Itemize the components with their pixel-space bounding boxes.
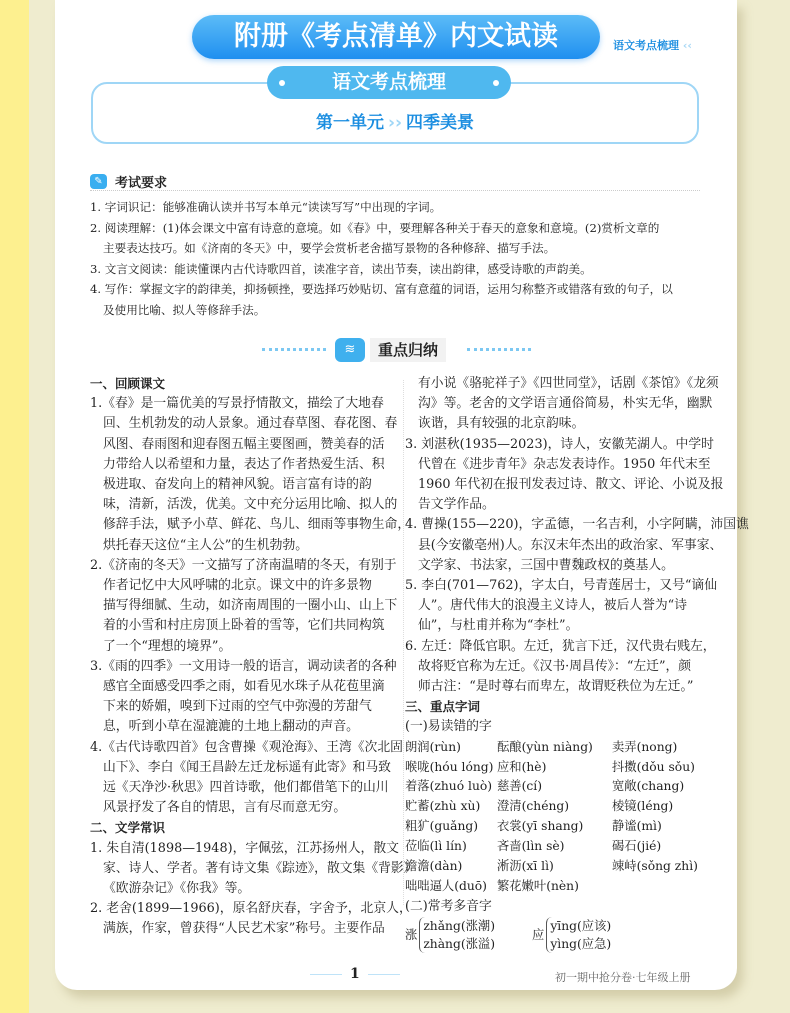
text-line: 《欧游杂记》《你我》等。	[103, 881, 251, 897]
reading: zhǎng(涨潮)	[423, 919, 496, 934]
vocab-item: 酝酿(yùn niàng)	[497, 739, 593, 754]
summary-heading	[262, 338, 532, 362]
vocab-item: 宽敞(chang)	[612, 779, 685, 794]
text-line: 沟》等。老舍的文学语言通俗简易，朴实无华，幽默	[418, 396, 713, 412]
text-line: 极进取、奋发向上的精神风貌。语言富有诗的韵	[103, 477, 372, 493]
text-line: 风景抒发了各自的情思，言有尽而意无穷。	[103, 800, 347, 816]
left-column	[90, 374, 417, 940]
text-line: 味，清新，活泼，优美。文中充分运用比喻、拟人的	[103, 497, 398, 513]
vocab-item: 着落(zhuó luò)	[405, 779, 493, 794]
section-heading: 二、文学常识	[90, 820, 166, 836]
polyphonic-item	[405, 917, 530, 953]
unit-number: 第一单元	[315, 113, 384, 133]
text-line: (一)易读错的字	[405, 719, 492, 735]
section-heading: 一、回顾课文	[90, 376, 166, 391]
vocab-item: 贮蓄(zhù xù)	[405, 799, 481, 814]
readings-brace	[546, 917, 611, 953]
exam-requirement-line: 1. 字词识记：能够准确认读并书写本单元“读读写写”中出现的字词。	[90, 200, 442, 214]
text-line: 下来的娇媚，嗅到下过雨的空气中弥漫的芳甜气	[103, 699, 372, 715]
vocab-item: 繁花嫩叶(nèn)	[497, 879, 579, 893]
page-number: 1	[350, 966, 360, 982]
exam-requirement-line: 3. 文言文阅读：能读懂课内古代诗歌四首，读准字音，读出节奏，读出韵律，感受诗歌的声韵美。	[90, 261, 592, 276]
unit-topic: 四季美景	[406, 113, 474, 133]
vocab-item: 衣裳(yī shang)	[497, 819, 584, 834]
unit-title	[0, 108, 790, 133]
vocab-item: 碣石(jié)	[612, 839, 662, 854]
text-line: 人”。唐代伟大的浪漫主义诗人，被后人誉为“诗	[418, 598, 688, 614]
vocab-item: 静谧(mì)	[612, 819, 662, 834]
text-line: 有小说《骆驼祥子》《四世同堂》，话剧《茶馆》《龙须	[418, 376, 719, 391]
text-line: 告文学作品。	[418, 497, 495, 513]
section-pill: 语文考点梳理	[267, 66, 511, 99]
polyphonic-char: 涨	[405, 928, 418, 942]
text-line: 代曾在《进步青年》杂志发表诗作。1950 年代末至	[418, 456, 711, 472]
dotted-divider	[262, 348, 326, 351]
reading: yìng(应急)	[550, 937, 612, 952]
exam-requirements-heading	[90, 172, 167, 191]
vocab-item: 莅临(lì lín)	[405, 839, 467, 854]
text-line: 4.《古代诗歌四首》包含曹操《观沧海》、王湾《次北固	[90, 739, 403, 755]
vocab-item: 应和(hè)	[497, 759, 547, 774]
text-line: 仙”，与杜甫并称为“李杜”。	[418, 618, 579, 634]
text-line: 2.《济南的冬天》一文描写了济南温晴的冬天，有别于	[90, 557, 397, 573]
vocab-item: 慈善(cí)	[497, 779, 543, 794]
vocab-item: 澹澹(dàn)	[405, 859, 463, 874]
text-line: 风图、春雨图和迎春图五幅主要图画，赞美春的活	[103, 436, 385, 452]
text-line: 6. 左迁：降低官职。左迁，犹言下迁，汉代贵右贱左，	[405, 638, 716, 654]
polyphonic-list	[405, 917, 717, 953]
vocab-item: 棱镜(léng)	[612, 799, 674, 814]
dotted-divider	[467, 348, 531, 351]
text-line: 远《天净沙·秋思》四首诗歌，他们都借笔下的山川	[103, 780, 389, 796]
vocab-item: 抖擞(dǒu sǒu)	[612, 759, 695, 774]
reading: yīng(应该)	[550, 919, 612, 934]
page-title: 附册《考点清单》内文试读	[192, 15, 600, 59]
text-line: 1. 朱自清(1898—1948)，字佩弦，江苏扬州人，散文	[90, 840, 399, 856]
vocab-item: 喉咙(hóu lóng)	[405, 759, 494, 774]
vocab-item: 澄清(chéng)	[497, 799, 570, 814]
readings-brace	[419, 917, 495, 953]
text-line: 息，听到小草在湿漉漉的土地上翻动的声音。	[103, 719, 359, 735]
text-line: 满族，作家，曾获得“人民艺术家”称号。主要作品	[103, 921, 385, 937]
vocab-item: 吝啬(lìn sè)	[497, 839, 565, 854]
text-line: 了一个“理想的境界”。	[103, 638, 232, 654]
pencil-icon: ✎	[90, 174, 107, 189]
text-line: 2. 老舍(1899—1966)，原名舒庆春，字舍予，北京人，	[90, 901, 412, 917]
text-line: 回、生机勃发的动人景象。通过春草图、春花图、春	[103, 416, 398, 432]
right-column	[405, 374, 749, 953]
section-heading: 三、重点字词	[405, 699, 481, 715]
vocab-grid	[405, 738, 717, 897]
exam-requirement-line: 2. 阅读理解：(1)体会课文中富有诗意的意境。如《春》中，要理解各种关于春天的意象和意境。(2)赏析文章的	[90, 220, 660, 235]
vocab-item: 朗润(rùn)	[405, 739, 461, 754]
poly-heading: (二)常考多音字	[405, 898, 492, 914]
text-line: 山下》、李白《闻王昌龄左迁龙标遥有此寄》和马致	[103, 759, 391, 775]
section-tag-label: 语文考点梳理	[613, 39, 679, 52]
text-line: 作者记忆中大风呼啸的北京。课文中的许多景物	[103, 578, 372, 594]
text-line: 5. 李白(701—762)，字太白，号青莲居士，又号“谪仙	[405, 578, 717, 594]
text-line: 烘托春天这位“主人公”的生机勃勃。	[103, 537, 309, 553]
summary-heading-label: 重点归纳	[370, 338, 446, 362]
text-line: 着的小雪和村庄房顶上卧着的雪等，它们共同构筑	[103, 618, 385, 634]
layers-icon: ≋	[335, 338, 365, 362]
exam-requirements-list	[90, 197, 710, 320]
text-line: 1960 年代初在报刊发表过诗、散文、评论、小说及报	[418, 477, 724, 493]
text-line: 修辞手法，赋予小草、鲜花、鸟儿、细雨等事物生命，	[103, 517, 411, 533]
text-line: 3.《雨的四季》一文用诗一般的语言，调动读者的各种	[90, 658, 397, 674]
vocab-item: 粗犷(guǎng)	[405, 819, 479, 834]
vocab-item: 竦峙(sǒng zhì)	[612, 859, 698, 874]
text-line: 家、诗人、学者。著有诗文集《踪迹》，散文集《背影》	[103, 860, 417, 876]
section-tag	[613, 37, 692, 53]
vocab-item: 咄咄逼人(duō)	[405, 879, 487, 893]
text-line: 县(今安徽亳州)人。东汉末年杰出的政治家、军事家、	[418, 537, 723, 553]
text-line: 4. 曹操(155—220)，字孟德，一名吉利，小字阿瞒，沛国谯	[405, 517, 749, 533]
text-line: 描写得细腻、生动，如济南周围的一圈小山、山上下	[103, 598, 398, 614]
divider	[90, 190, 700, 191]
exam-requirement-line: 主要表达技巧。如《济南的冬天》中，要学会赏析老舍描写景物的各种修辞、描写手法。	[103, 241, 556, 255]
page-edge-strip	[0, 0, 29, 1013]
text-line: 感官全面感受四季之雨，如看见水珠子从花苞里滴	[103, 679, 385, 695]
polyphonic-item	[532, 917, 657, 953]
vocab-item: 淅沥(xī lì)	[497, 859, 554, 874]
double-chevron-right-icon: ››	[387, 113, 402, 133]
double-chevron-left-icon: ‹‹	[682, 39, 692, 52]
exam-requirement-line: 及使用比喻、拟人等修辞手法。	[103, 302, 266, 317]
reading: zhàng(涨溢)	[423, 937, 496, 952]
column-divider	[403, 380, 404, 905]
text-line: 3. 刘湛秋(1935—2023)，诗人，安徽芜湖人。中学时	[405, 436, 714, 452]
polyphonic-char: 应	[532, 928, 545, 942]
exam-heading-label: 考试要求	[115, 176, 168, 191]
text-line: 文学家、书法家，三国中曹魏政权的奠基人。	[418, 557, 674, 573]
vocab-item: 卖弄(nong)	[612, 739, 678, 754]
text-line: 师古注：“是时尊右而卑左，故谓贬秩位为左迁。”	[418, 679, 694, 695]
text-line: 诙谐，具有较强的北京韵味。	[418, 416, 585, 432]
exam-requirement-line: 4. 写作：掌握文字的韵律美，抑扬顿挫，要选择巧妙贴切、富有意蕴的词语，运用匀称整齐或错落有致的句子，以	[90, 282, 673, 296]
text-line: 故将贬官称为左迁。《汉书·周昌传》：“左迁”，颜	[418, 658, 692, 674]
text-line: 力带给人以希望和力量，表达了作者热爱生活、积	[103, 456, 385, 472]
book-title: 初一期中抢分卷·七年级上册	[555, 971, 691, 984]
text-line: 1.《春》是一篇优美的写景抒情散文，描绘了大地春	[90, 396, 384, 412]
